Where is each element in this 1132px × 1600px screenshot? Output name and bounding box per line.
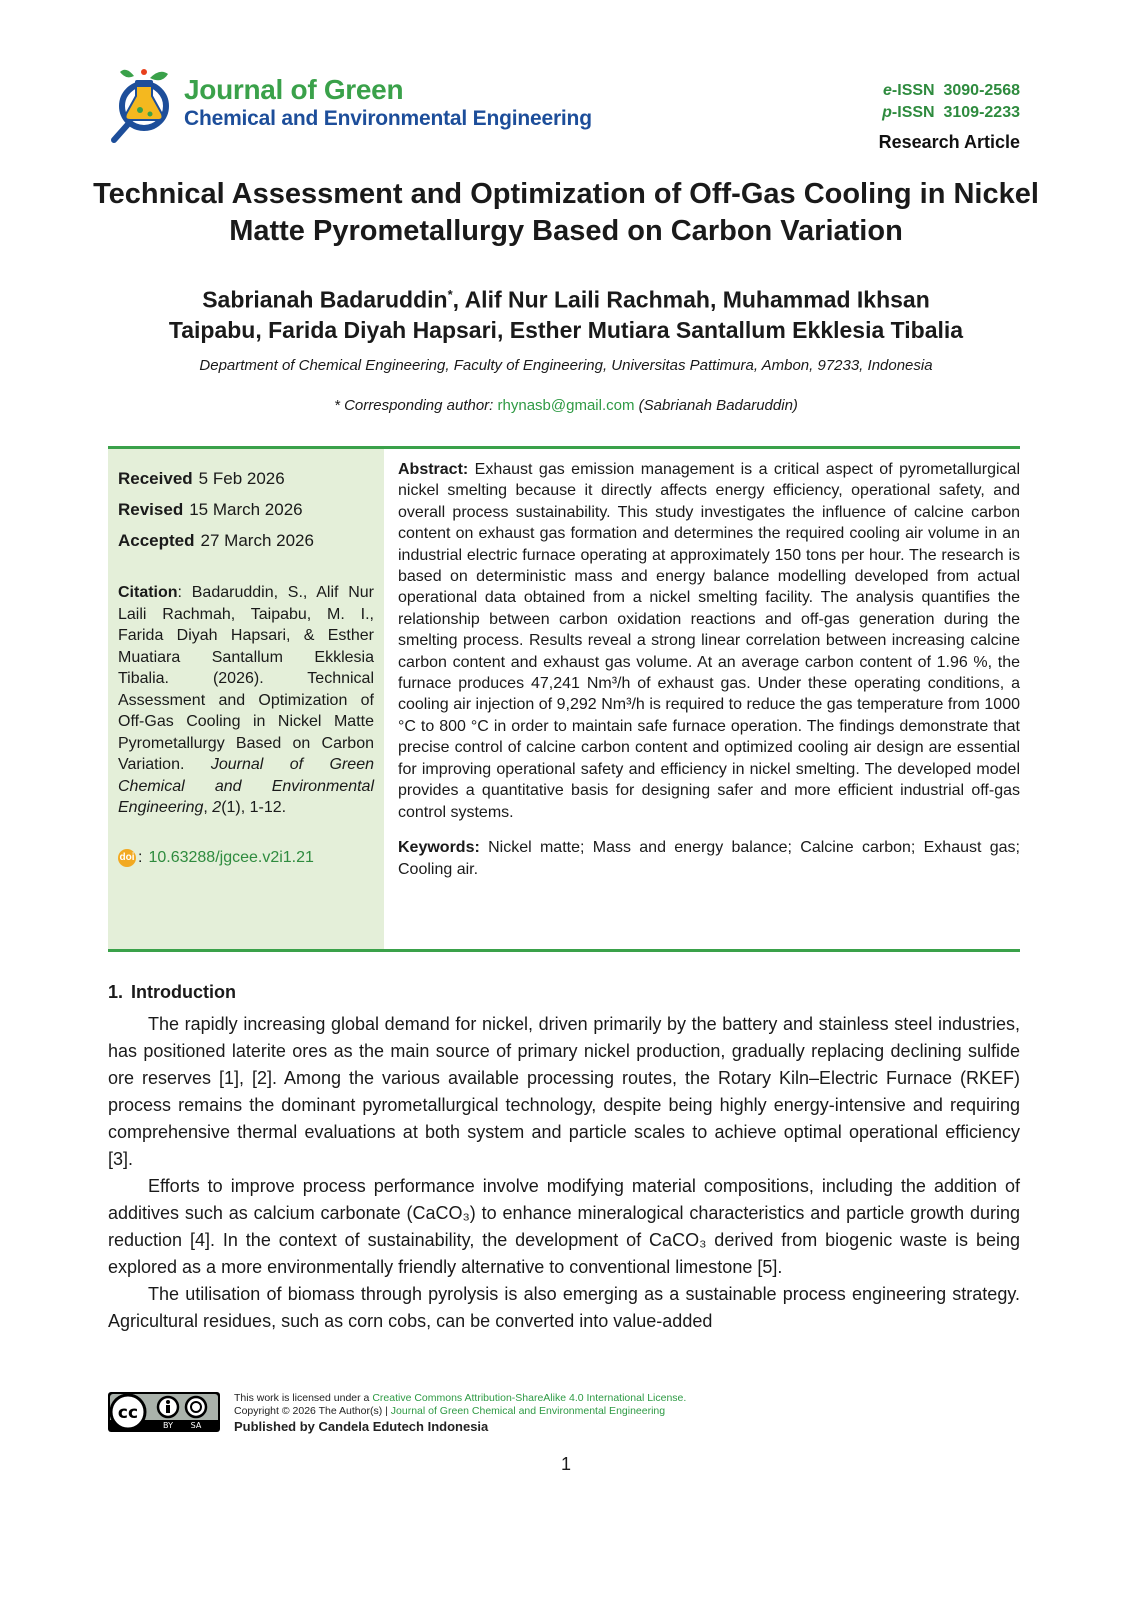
- journal-name: [184, 74, 592, 132]
- page-number: 1: [560, 1454, 571, 1474]
- corresponding-email-link[interactable]: rhynasb@gmail.com: [497, 397, 635, 414]
- authors-line2: Taipabu, Farida Diyah Hapsari, Esther Mutiara Santallum Ekklesia Tibalia: [168, 316, 964, 343]
- abstract-column: [398, 459, 1020, 881]
- corresponding-star: *: [447, 287, 453, 302]
- journal-header: [108, 66, 1020, 158]
- intro-paragraph-3: The utilisation of biomass through pyrolysis is also emerging as a sustainable process engineering strategy. Agricultural residues, such as corn cobs, can be converted into value-added: [108, 1284, 1020, 1331]
- by-label: BY: [163, 1421, 173, 1430]
- affiliation: Department of Chemical Engineering, Faculty of Engineering, Universitas Pattimura, Ambon, 97233, Indonesia: [199, 357, 933, 374]
- issn-block: [882, 80, 1020, 124]
- pissn-label: -ISSN: [891, 104, 935, 121]
- corresponding-suffix: (Sabrianah Badaruddin): [634, 397, 798, 414]
- article-info-sidebar: [108, 449, 384, 949]
- section-heading: [108, 982, 1020, 1003]
- abstract-label: Abstract:: [398, 461, 469, 478]
- eissn-line: [882, 80, 1020, 102]
- received-date: Received 5 Feb 2026: [118, 469, 285, 488]
- first-author: Sabrianah Badaruddin: [202, 286, 448, 313]
- cc-icon: cc: [117, 1403, 139, 1423]
- eissn-prefix: e: [883, 82, 892, 99]
- article-type: Research Article: [878, 132, 1020, 152]
- journal-name-line2: Chemical and Environmental Engineering: [184, 107, 592, 130]
- intro-paragraph-1: The rapidly increasing global demand for nickel, driven primarily by the battery and stainless steel industries, has positioned laterite ores as the main source of primary nickel production, gradually replacing declining sulfide ore reserves [1], [2]. Among the various available processing routes, the Rotary Kiln–Electric Furnace (RKEF) process remains the dominant pyrometallurgical technology, despite being highly energy-intensive and requiring comprehensive thermal evaluations at both system and particle scales to achieve optimal operational efficiency [3].: [108, 1014, 1020, 1169]
- doi-link[interactable]: 10.63288/jgcee.v2i1.21: [148, 848, 314, 866]
- intro-paragraph-2: Efforts to improve process performance involve modifying material compositions, including the addition of additives such as calcium carbonate (CaCO₃) to enhance mineralogical characteristics and particle growth during reduction [4]. In the context of sustainability, the development of CaCO₃ derived from biogenic waste is being explored as a more environmentally friendly alternative to conventional limestone [5].: [108, 1176, 1020, 1277]
- abstract: [398, 459, 1020, 823]
- keywords-label: Keywords:: [398, 838, 480, 856]
- article-info-box: [108, 446, 1020, 952]
- page-footer: [108, 1392, 1020, 1436]
- authors-rest-line1: , Alif Nur Laili Rachmah, Muhammad Ikhsan: [452, 286, 930, 313]
- journal-name-line1: Journal of Green: [184, 74, 404, 105]
- section-title: Introduction: [131, 982, 236, 1002]
- citation-text: Citation: Badaruddin, S., Alif Nur Laili Rachmah, Taipabu, M. I., Farida Diyah Hapsari, & Esther Muatiara Santallum Ekklesia Tibalia. (2026). Technical Assessment and Optimization of Off-Gas Cooling in Nickel Matte Pyrometallurgy Based on Carbon Variation. Journal of Green Chemical and Environmental Engineering, 2(1), 1-12.: [118, 584, 374, 816]
- share-alike-icon: [186, 1397, 206, 1417]
- cc-license-badge[interactable]: [108, 1392, 220, 1432]
- corresponding-author: [60, 397, 1072, 414]
- introduction-section: [108, 982, 1020, 1335]
- doi-line: doi : 10.63288/jgcee.v2i1.21: [119, 848, 314, 866]
- eissn-value: 3090-2568: [943, 82, 1020, 99]
- accepted-date: Accepted 27 March 2026: [118, 531, 314, 550]
- sa-label: SA: [190, 1421, 202, 1430]
- journal-logo-icon: [108, 66, 180, 146]
- doi-icon: doi: [118, 849, 136, 867]
- pissn-value: 3109-2233: [943, 104, 1020, 121]
- corresponding-prefix: * Corresponding author:: [334, 397, 498, 414]
- pissn-prefix: p: [882, 104, 892, 121]
- journal-link[interactable]: Journal of Green Chemical and Environmental Engineering: [390, 1405, 666, 1417]
- section-number: 1.: [108, 982, 124, 1002]
- keywords: [398, 837, 1020, 881]
- license-text: This work is licensed under a Creative Commons Attribution-ShareAlike 4.0 International License. Copyright © 2026 The Author(s) | Journal of Green Chemical and Environmental Engineering Published by Candela Edutech Indonesia: [234, 1392, 687, 1434]
- publisher: Published by Candela Edutech Indonesia: [234, 1419, 489, 1434]
- abstract-text: Exhaust gas emission management is a critical aspect of pyrometallurgical nickel smelting because it directly affects energy efficiency, operational safety, and overall process sustainability. This study investigates the influence of calcine carbon content on exhaust gas formation and determines the required cooling air volume in an industrial electric furnace operating at approximately 150 tons per hour. The research is based on deterministic mass and energy balance modelling developed from actual operational data obtained from a nickel smelting facility. The analysis quantifies the relationship between carbon oxidation reactions and off-gas generation during the smelting process. Results reveal a strong linear correlation between increasing calcine carbon content and exhaust gas volume. At an average carbon content of 1.96 %, the furnace produces 47,241 Nm³/h of exhaust gas. Under these operating conditions, a cooling air injection of 9,292 Nm³/h is required to reduce the gas temperature from 1000 °C to 800 °C in order to maintain safe furnace operation. The findings demonstrate that precise control of calcine carbon content and optimized cooling air design are essential for improving operational safety and efficiency in nickel smelting. The developed model provides a quantitative basis for designing safer and more efficient industrial off-gas control systems.: [398, 461, 1020, 821]
- paper-title: Technical Assessment and Optimization of Off-Gas Cooling in Nickel Matte Pyrometallurgy Based on Carbon Variation: [93, 178, 1039, 247]
- eissn-label: -ISSN: [891, 82, 935, 99]
- revised-date: Revised 15 March 2026: [118, 500, 303, 519]
- pissn-line: [882, 102, 1020, 124]
- license-link[interactable]: Creative Commons Attribution-ShareAlike 4.0 International License.: [372, 1392, 687, 1404]
- author-list: [60, 280, 1072, 345]
- keywords-text: Nickel matte; Mass and energy balance; Calcine carbon; Exhaust gas; Cooling air.: [398, 838, 1020, 878]
